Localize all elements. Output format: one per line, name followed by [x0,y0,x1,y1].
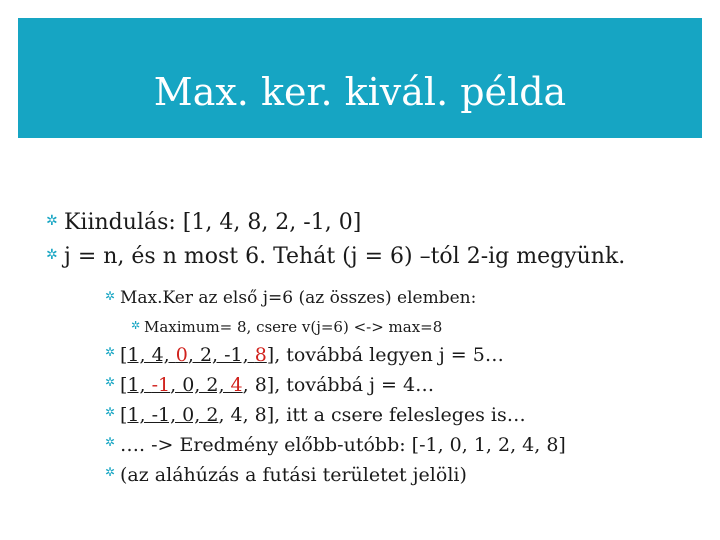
bullet-icon: ✲ [105,405,116,419]
bullet-icon: ✲ [131,319,141,332]
bullet-icon: ✲ [105,465,116,479]
bullet-icon: ✲ [105,345,116,359]
range-part: , 0, 2, [170,374,231,396]
underlined-range [127,374,242,396]
range-part: 1, 4, [127,344,176,366]
bullet-tail: , 8], továbbá j = 4… [242,374,435,396]
range-part: 1, [127,374,152,396]
swapped-value: 0 [175,344,188,366]
swapped-value: 8 [254,344,267,366]
sub-bullet-step-j5 [105,344,504,366]
bullet-text: j = n, és n most 6. Tehát (j = 6) –tól 2-ig megyünk. [64,244,626,269]
bullet-text: Maximum= 8, csere v(j=6) <-> max=8 [144,318,443,336]
sub-bullet-maxker [105,288,477,308]
sub-sub-bullet-maximum [131,318,443,336]
bullet-icon: ✲ [46,247,58,263]
bullet-text: Kiindulás: [1, 4, 8, 2, -1, 0] [64,210,362,235]
bullet-tail: ], továbbá legyen j = 5… [266,344,504,366]
underlined-range [127,344,266,366]
title-banner [18,18,702,138]
sub-bullet-step-j4 [105,374,435,396]
bullet-text: …. -> Eredmény előbb-utóbb: [-1, 0, 1, 2, 4, 8] [120,434,566,456]
swapped-value: -1 [151,374,171,396]
bullet-text: Max.Ker az első j=6 (az összes) elemben: [120,288,477,308]
sub-bullet-no-swap [105,404,526,426]
underlined-range: 1, -1, 0, 2 [127,404,219,426]
bullet-tail: , 4, 8], itt a csere felesleges is… [218,404,526,426]
sub-bullet-note [105,464,467,486]
bullet-icon: ✲ [105,435,116,449]
slide-title: Max. ker. kivál. példa [153,70,567,114]
bullet-icon: ✲ [105,375,116,389]
bullet-icon: ✲ [46,213,58,229]
bracket-open: [ [120,344,128,366]
swapped-value: 4 [230,374,243,396]
bullet-text: (az aláhúzás a futási területet jelöli) [120,464,467,486]
bullet-initial-array [46,210,362,235]
bracket-open: [ [120,374,128,396]
sub-bullet-result [105,434,566,456]
bullet-icon: ✲ [105,289,116,303]
bracket-open: [ [120,404,128,426]
range-part: , 2, -1, [187,344,255,366]
bullet-loop-description [46,244,626,269]
